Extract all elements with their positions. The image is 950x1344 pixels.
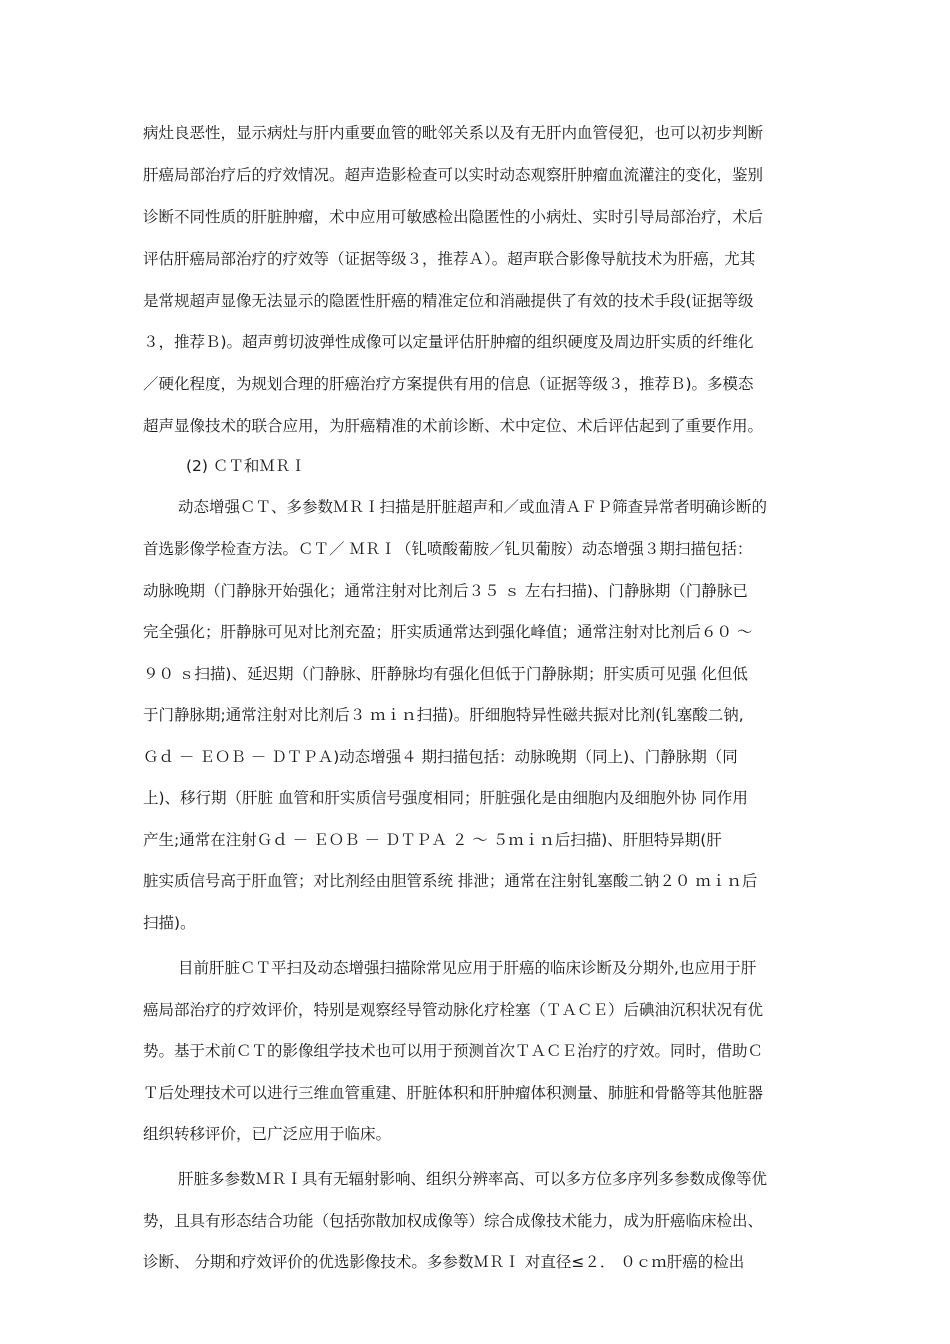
paragraph-line: 完全强化；肝静脉可见对比剂充盈；肝实质通常达到强化峰值；通常注射对比剂后６０ ～ bbox=[143, 623, 753, 641]
paragraph-line: ／硬化程度，为规划合理的肝癌治疗方案提供有用的信息（证据等级３，推荐Ｂ)。多模态 bbox=[143, 375, 754, 393]
paragraph-line: Ｇｄ － ＥＯＢ － ＤＴＰＡ)动态增强４ 期扫描包括：动脉晚期（同上)、门静脉期（同 bbox=[143, 748, 738, 766]
paragraph-line: 动态增强ＣＴ、多参数ＭＲＩ扫描是肝脏超声和／或血清ＡＦＰ筛查异常者明确诊断的 bbox=[178, 498, 768, 516]
paragraph-line: 是常规超声显像无法显示的隐匿性肝癌的精准定位和消融提供了有效的技术手段(证据等级 bbox=[143, 292, 754, 310]
paragraph-line: 于门静脉期;通常注射对比剂后３ ｍｉｎ扫描)。肝细胞特异性磁共振对比剂(钆塞酸二钠, bbox=[143, 706, 744, 724]
paragraph-line: 脏实质信号高于肝血管；对比剂经由胆管系统 排泄；通常在注射钆塞酸二钠２０ ｍｉｎ后 bbox=[143, 872, 758, 890]
paragraph-line: 目前肝脏ＣＴ平扫及动态增强扫描除常见应用于肝癌的临床诊断及分期外,也应用于肝 bbox=[178, 959, 757, 977]
section-heading: (2) ＣＴ和ＭＲＩ bbox=[186, 457, 306, 475]
paragraph-line: 诊断、 分期和疗效评价的优选影像技术。多参数ＭＲＩ 对直径≤２． ０ｃｍ肝癌的检出 bbox=[143, 1253, 745, 1271]
paragraph-line: 产生;通常在注射Ｇｄ － ＥＯＢ － ＤＴＰＡ ２ ～ ５ｍｉｎ后扫描)、肝胆特异期(肝 bbox=[143, 831, 722, 849]
paragraph-line: 评估肝癌局部治疗的疗效等（证据等级３，推荐Ａ）。超声联合影像导航技术为肝癌，尤其 bbox=[143, 250, 756, 268]
paragraph-line: 病灶良恶性，显示病灶与肝内重要血管的毗邻关系以及有无肝内血管侵犯，也可以初步判断 bbox=[143, 124, 764, 142]
paragraph-line: 动脉晚期（门静脉开始强化；通常注射对比剂后３５ ｓ 左右扫描)、门静脉期（门静脉已 bbox=[143, 582, 748, 600]
paragraph-line: ３，推荐Ｂ)。超声剪切波弹性成像可以定量评估肝肿瘤的组织硬度及周边肝实质的纤维化 bbox=[143, 333, 754, 351]
paragraph-line: ９０ ｓ扫描)、延迟期（门静脉、肝静脉均有强化但低于门静脉期；肝实质可见强 化但低 bbox=[143, 665, 748, 683]
paragraph-line: 肝癌局部治疗后的疗效情况。超声造影检查可以实时动态观察肝肿瘤血流灌注的变化，鉴别 bbox=[143, 166, 764, 184]
paragraph-line: 上)、移行期（肝脏 血管和肝实质信号强度相同；肝脏强化是由细胞内及细胞外协 同作用 bbox=[143, 789, 748, 807]
paragraph-line: 肝脏多参数ＭＲＩ具有无辐射影响、组织分辨率高、可以多方位多序列多参数成像等优 bbox=[178, 1170, 768, 1188]
paragraph-line: Ｔ后处理技术可以进行三维血管重建、肝脏体积和肝肿瘤体积测量、肺脏和骨骼等其他脏器 bbox=[143, 1084, 764, 1102]
paragraph-line: 首选影像学检查方法。ＣＴ／ ＭＲＩ（钆喷酸葡胺／钆贝葡胺）动态增强３期扫描包括： bbox=[143, 540, 753, 558]
paragraph-line: 势。基于术前ＣＴ的影像组学技术也可以用于预测首次ＴＡＣＥ治疗的疗效。同时，借助Ｃ bbox=[143, 1042, 764, 1060]
paragraph-line: 势，且具有形态结合功能（包括弥散加权成像等）综合成像技术能力，成为肝癌临床检出、 bbox=[143, 1212, 764, 1230]
paragraph-line: 组织转移评价，已广泛应用于临床。 bbox=[143, 1125, 392, 1143]
paragraph-line: 超声显像技术的联合应用，为肝癌精准的术前诊断、术中定位、术后评估起到了重要作用。 bbox=[143, 417, 764, 435]
paragraph-line: 癌局部治疗的疗效评价，特别是观察经导管动脉化疗栓塞（ＴＡＣＥ）后碘油沉积状况有优 bbox=[143, 1001, 764, 1019]
paragraph-line: 扫描)。 bbox=[143, 914, 196, 932]
paragraph-line: 诊断不同性质的肝脏肿瘤，术中应用可敏感检出隐匿性的小病灶、实时引导局部治疗，术后 bbox=[143, 208, 764, 226]
